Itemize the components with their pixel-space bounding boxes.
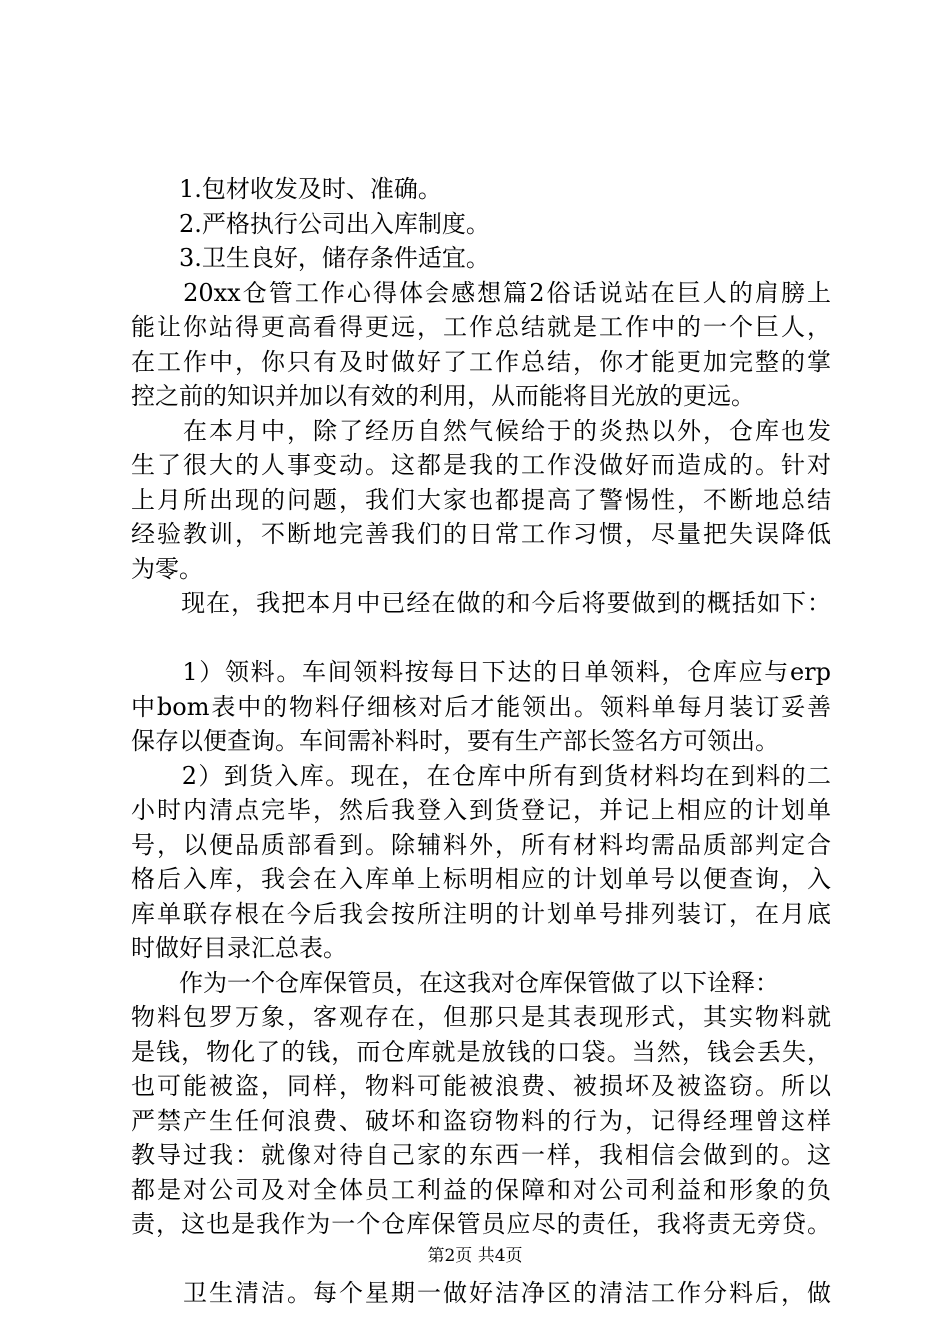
text-line: 时做好目录汇总表。 xyxy=(131,934,347,962)
text-line: 在工作中，你只有及时做好了工作总结，你才能更加完整的掌 xyxy=(131,347,831,376)
text-line: 物料包罗万象，客观存在，但那只是其表现形式，其实物料就 xyxy=(131,1003,831,1031)
text-line: 控之前的知识并加以有效的利用，从而能将目光放的更远。 xyxy=(131,382,755,410)
text-line: 格后入库，我会在入库单上标明相应的计划单号以便查询，入 xyxy=(131,865,831,893)
text-line: 1.包材收发及时、准确。 xyxy=(131,175,442,203)
text-line: 2.严格执行公司出入库制度。 xyxy=(131,209,490,238)
text-line: 2）到货入库。现在，在仓库中所有到货材料均在到料的二 xyxy=(131,761,831,790)
text-line: 责，这也是我作为一个仓库保管员应尽的责任，我将责无旁贷。 xyxy=(131,1210,831,1238)
text-line: 能让你站得更高看得更远，工作总结就是工作中的一个巨人， xyxy=(131,313,831,341)
text-line: 小时内清点完毕，然后我登入到货登记，并记上相应的计划单 xyxy=(131,796,831,824)
text-line: 保存以便查询。车间需补料时，要有生产部长签名方可领出。 xyxy=(131,727,779,755)
text-line: 为零。 xyxy=(131,554,203,583)
text-line: 经验教训，不断地完善我们的日常工作习惯，尽量把失误降低 xyxy=(131,520,831,548)
text-line: 在本月中，除了经历自然气候给于的炎热以外，仓库也发 xyxy=(131,416,831,445)
text-line: 也可能被盗，同样，物料可能被浪费、被损坏及被盗窃。所以 xyxy=(131,1072,831,1100)
text-line: 是钱，物化了的钱，而仓库就是放钱的口袋。当然，钱会丢失， xyxy=(131,1037,831,1066)
text-line: 20xx仓管工作心得体会感想篇2俗话说站在巨人的肩膀上 xyxy=(131,278,831,307)
text-line: 生了很大的人事变动。这都是我的工作没做好而造成的。针对 xyxy=(131,451,831,479)
text-line: 都是对公司及对全体员工利益的保障和对公司利益和形象的负 xyxy=(131,1175,831,1204)
text-line: 现在，我把本月中已经在做的和今后将要做到的概括如下： xyxy=(131,589,831,617)
text-line: 1）领料。车间领料按每日下达的日单领料，仓库应与erp xyxy=(131,658,831,686)
text-line: 严禁产生任何浪费、破坏和盗窃物料的行为，记得经理曾这样 xyxy=(131,1106,831,1135)
text-line: 作为一个仓库保管员，在这我对仓库保管做了以下诠释： xyxy=(131,968,779,997)
text-line: 号，以便品质部看到。除辅料外，所有材料均需品质部判定合 xyxy=(131,830,831,859)
text-line: 卫生清洁。每个星期一做好洁净区的清洁工作分料后，做 xyxy=(131,1279,831,1307)
text-line: 3.卫生良好，储存条件适宜。 xyxy=(131,244,490,272)
text-line: 库单联存根在今后我会按所注明的计划单号排列装订，在月底 xyxy=(131,899,831,928)
text-line: 上月所出现的问题，我们大家也都提高了警惕性，不断地总结 xyxy=(131,485,831,514)
document-body xyxy=(131,172,831,1311)
page-number-footer: 第2页 共4页 xyxy=(427,1246,523,1266)
text-line: 中bom表中的物料仔细核对后才能领出。领料单每月装订妥善 xyxy=(131,692,831,721)
text-line: 教导过我：就像对待自己家的东西一样，我相信会做到的。这 xyxy=(131,1141,831,1169)
blank-line xyxy=(131,621,831,656)
